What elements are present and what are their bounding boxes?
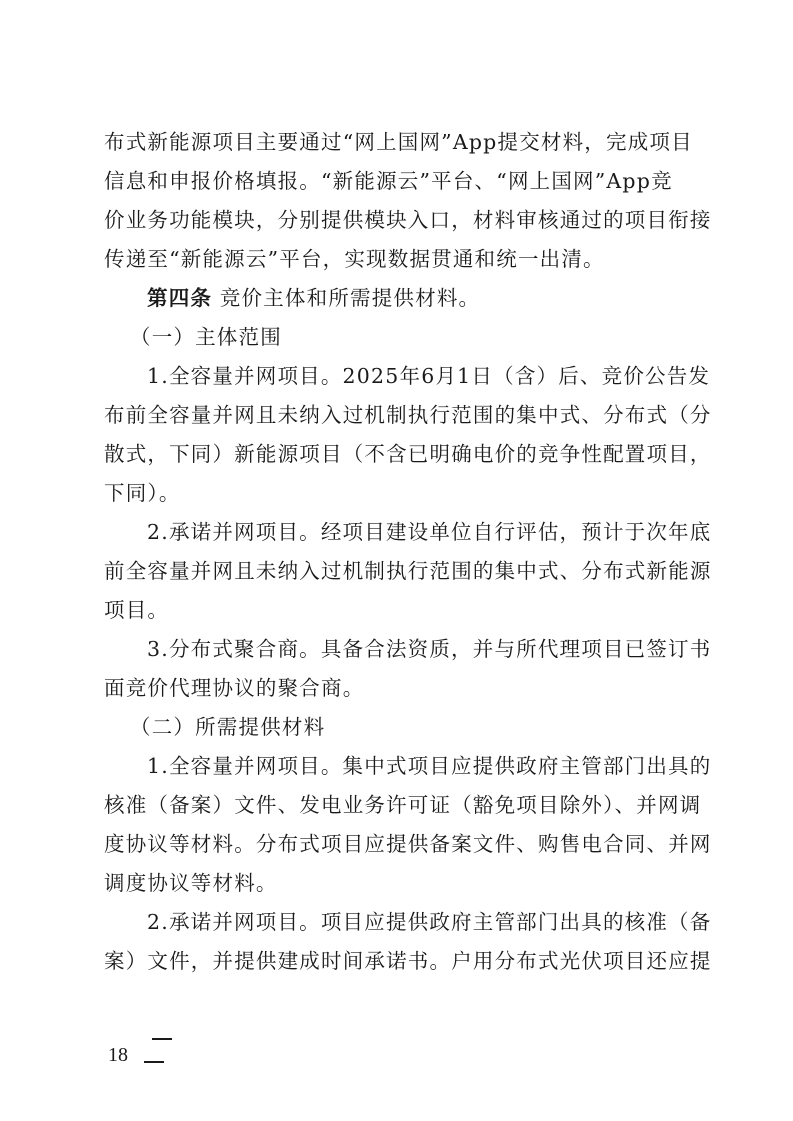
paragraph-line: 布式新能源项目主要通过“网上国网”App提交材料，完成项目	[104, 130, 693, 154]
paragraph-line: 下同）。	[104, 481, 181, 505]
paragraph-line: 案）文件，并提供建成时间承诺书。户用分布式光伏项目还应提	[104, 949, 712, 973]
paragraph-line: 度协议等材料。分布式项目应提供备案文件、购售电合同、并网	[104, 832, 712, 856]
paragraph-line: 信息和申报价格填报。“新能源云”平台、“网上国网”App竞	[104, 169, 673, 193]
page-number: 18	[108, 1044, 128, 1066]
paragraph-line: 前全容量并网且未纳入过机制执行范围的集中式、分布式新能源	[104, 559, 712, 583]
paragraph-line: 调度协议等材料。	[104, 871, 278, 895]
article-heading	[147, 282, 732, 314]
section-heading: （一）主体范围	[130, 325, 282, 349]
section-heading: （二）所需提供材料	[130, 715, 326, 739]
article-title: 竞价主体和所需提供材料。	[219, 286, 481, 310]
paragraph-line: 项目。	[104, 598, 170, 622]
paragraph-line: 1.全容量并网项目。2025年6月1日（含）后、竞价公告发	[147, 364, 711, 388]
paragraph-line: 价业务功能模块，分别提供模块入口，材料审核通过的项目衔接	[104, 208, 712, 232]
paragraph-line: 2.承诺并网项目。经项目建设单位自行评估，预计于次年底	[147, 520, 712, 544]
page-number-dash	[144, 1061, 164, 1063]
paragraph-line: 1.全容量并网项目。集中式项目应提供政府主管部门出具的	[147, 754, 712, 778]
paragraph-line: 面竞价代理协议的聚合商。	[104, 676, 365, 700]
article-label: 第四条	[147, 286, 213, 310]
paragraph-line: 布前全容量并网且未纳入过机制执行范围的集中式、分布式（分	[104, 403, 712, 427]
paragraph-line: 2.承诺并网项目。项目应提供政府主管部门出具的核准（备	[147, 910, 712, 934]
page-number-dash	[152, 1038, 172, 1040]
paragraph-line: 散式，下同）新能源项目（不含已明确电价的竞争性配置项目，	[104, 442, 712, 466]
paragraph-line: 传递至“新能源云”平台，实现数据贯通和统一出清。	[104, 247, 605, 271]
paragraph-line: 3.分布式聚合商。具备合法资质，并与所代理项目已签订书	[147, 637, 712, 661]
paragraph-line: 核准（备案）文件、发电业务许可证（豁免项目除外）、并网调	[104, 793, 702, 817]
